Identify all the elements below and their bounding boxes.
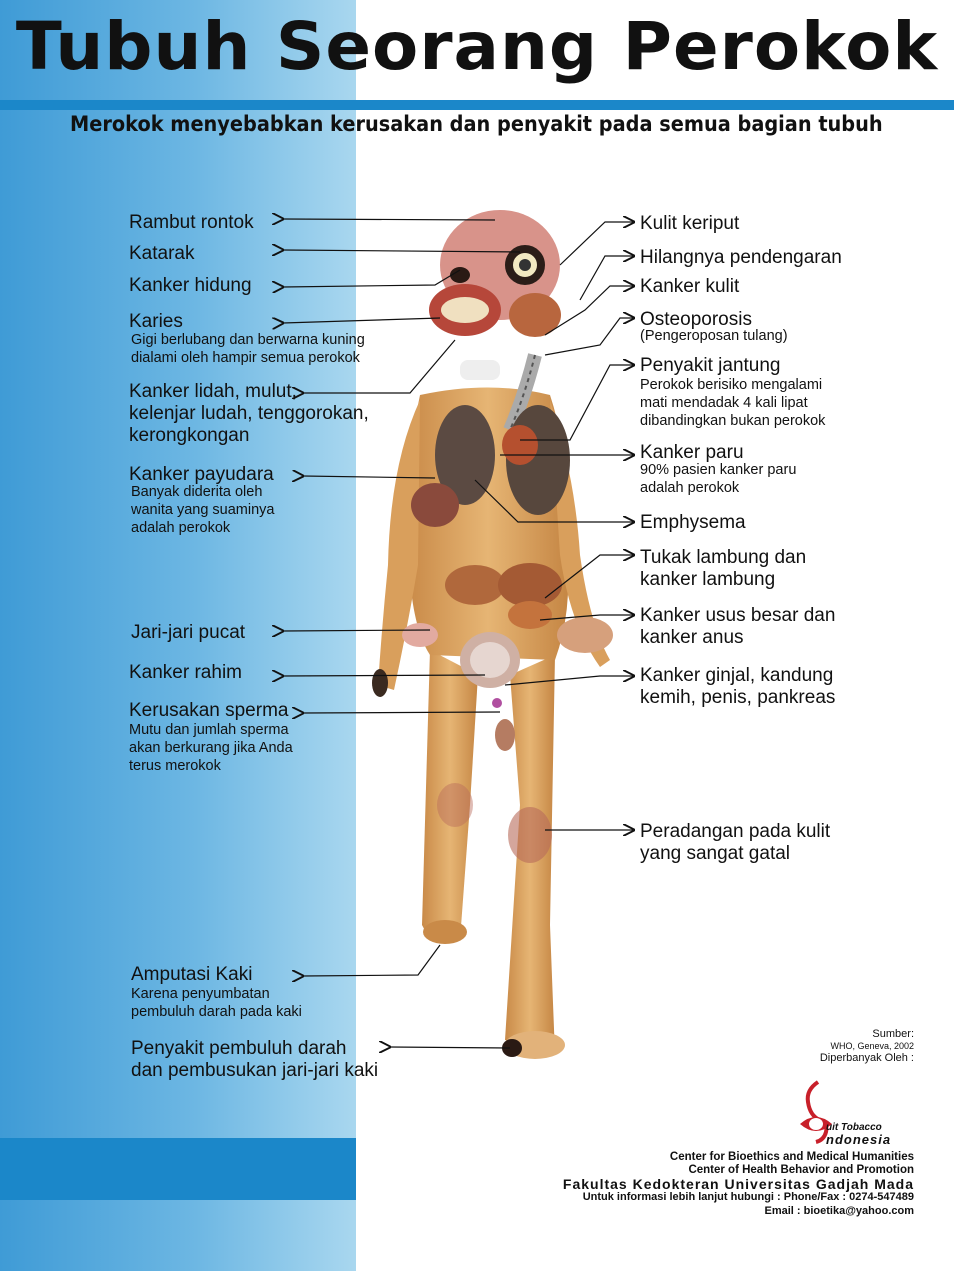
detail-jantung-1: Perokok berisiko mengalami — [640, 377, 823, 393]
label-tukak-lambung-1: Tukak lambung dan — [640, 547, 807, 568]
credit-line-1: Center for Bioethics and Medical Humanities — [669, 1151, 914, 1163]
label-kanker-lidah-1: Kanker lidah, mulut, — [129, 381, 297, 402]
label-kanker-lidah-3: kerongkongan — [129, 425, 250, 446]
label-emphysema: Emphysema — [640, 512, 746, 533]
label-osteoporosis: Osteoporosis — [640, 309, 752, 330]
detail-sperma-3: terus merokok — [129, 758, 221, 774]
detail-payudara-2: wanita yang suaminya — [131, 502, 275, 518]
detail-amputasi-1: Karena penyumbatan — [131, 986, 270, 1002]
bottom-blue-band — [0, 1138, 356, 1200]
logo-line-2: ndonesia — [826, 1132, 892, 1147]
label-hilangnya-pendengaran: Hilangnya pendengaran — [640, 247, 842, 268]
detail-jantung-2: mati mendadak 4 kali lipat — [640, 395, 808, 411]
label-kanker-usus-2: kanker anus — [640, 627, 744, 648]
label-jari-pucat: Jari-jari pucat — [131, 622, 246, 643]
page-title: Tubuh Seorang Perokok — [15, 8, 939, 85]
detail-sperma-1: Mutu dan jumlah sperma — [129, 722, 289, 738]
label-peradangan-kulit-2: yang sangat gatal — [640, 843, 791, 864]
label-kanker-ginjal-1: Kanker ginjal, kandung — [640, 665, 834, 686]
label-pembuluh-darah-1: Penyakit pembuluh darah — [131, 1038, 347, 1059]
detail-jantung-3: dibandingkan bukan perokok — [640, 413, 826, 429]
label-kulit-keriput: Kulit keriput — [640, 213, 740, 234]
credit-line-4: Untuk informasi lebih lanjut hubungi : Phone/Fax : 0274-547489 — [582, 1191, 914, 1203]
label-penyakit-jantung: Penyakit jantung — [640, 355, 781, 376]
detail-karies-1: Gigi berlubang dan berwarna kuning — [131, 332, 365, 348]
detail-payudara-1: Banyak diderita oleh — [131, 484, 263, 500]
detail-sperma-2: akan berkurang jika Anda — [129, 740, 293, 756]
label-pembuluh-darah-2: dan pembusukan jari-jari kaki — [131, 1060, 379, 1081]
detail-amputasi-2: pembuluh darah pada kaki — [131, 1004, 302, 1020]
copied-by-label: Diperbanyak Oleh : — [819, 1052, 914, 1064]
credit-line-2: Center of Health Behavior and Promotion — [688, 1164, 914, 1176]
page-subtitle: Merokok menyebabkan kerusakan dan penyakit pada semua bagian tubuh — [70, 112, 883, 136]
label-peradangan-kulit-1: Peradangan pada kulit — [640, 821, 831, 842]
label-kanker-ginjal-2: kemih, penis, pankreas — [640, 687, 836, 708]
detail-osteoporosis: (Pengeroposan tulang) — [640, 328, 788, 344]
label-kanker-payudara: Kanker payudara — [129, 464, 274, 485]
label-kanker-hidung: Kanker hidung — [129, 275, 252, 296]
detail-karies-2: dialami oleh hampir semua perokok — [131, 350, 360, 366]
label-kanker-usus-1: Kanker usus besar dan — [640, 605, 836, 626]
label-rambut-rontok: Rambut rontok — [129, 212, 254, 233]
smoker-body-illustration — [360, 205, 640, 1075]
label-amputasi-kaki: Amputasi Kaki — [131, 964, 253, 985]
label-tukak-lambung-2: kanker lambung — [640, 569, 776, 590]
credit-line-5: Email : bioetika@yahoo.com — [764, 1205, 914, 1217]
detail-paru-2: adalah perokok — [640, 480, 740, 496]
credit-line-3: Fakultas Kedokteran Universitas Gadjah Mada — [562, 1176, 914, 1192]
label-kanker-kulit: Kanker kulit — [640, 276, 740, 297]
detail-paru-1: 90% pasien kanker paru — [640, 462, 797, 478]
label-katarak: Katarak — [129, 243, 195, 264]
label-kerusakan-sperma: Kerusakan sperma — [129, 700, 289, 721]
detail-payudara-3: adalah perokok — [131, 520, 231, 536]
source-value: WHO, Geneva, 2002 — [830, 1041, 914, 1051]
label-kanker-rahim: Kanker rahim — [129, 662, 242, 683]
label-karies: Karies — [129, 311, 183, 332]
source-label: Sumber: — [872, 1028, 914, 1040]
label-kanker-lidah-2: kelenjar ludah, tenggorokan, — [129, 403, 369, 424]
label-kanker-paru: Kanker paru — [640, 442, 744, 463]
logo-line-1: uit Tobacco — [826, 1122, 882, 1133]
